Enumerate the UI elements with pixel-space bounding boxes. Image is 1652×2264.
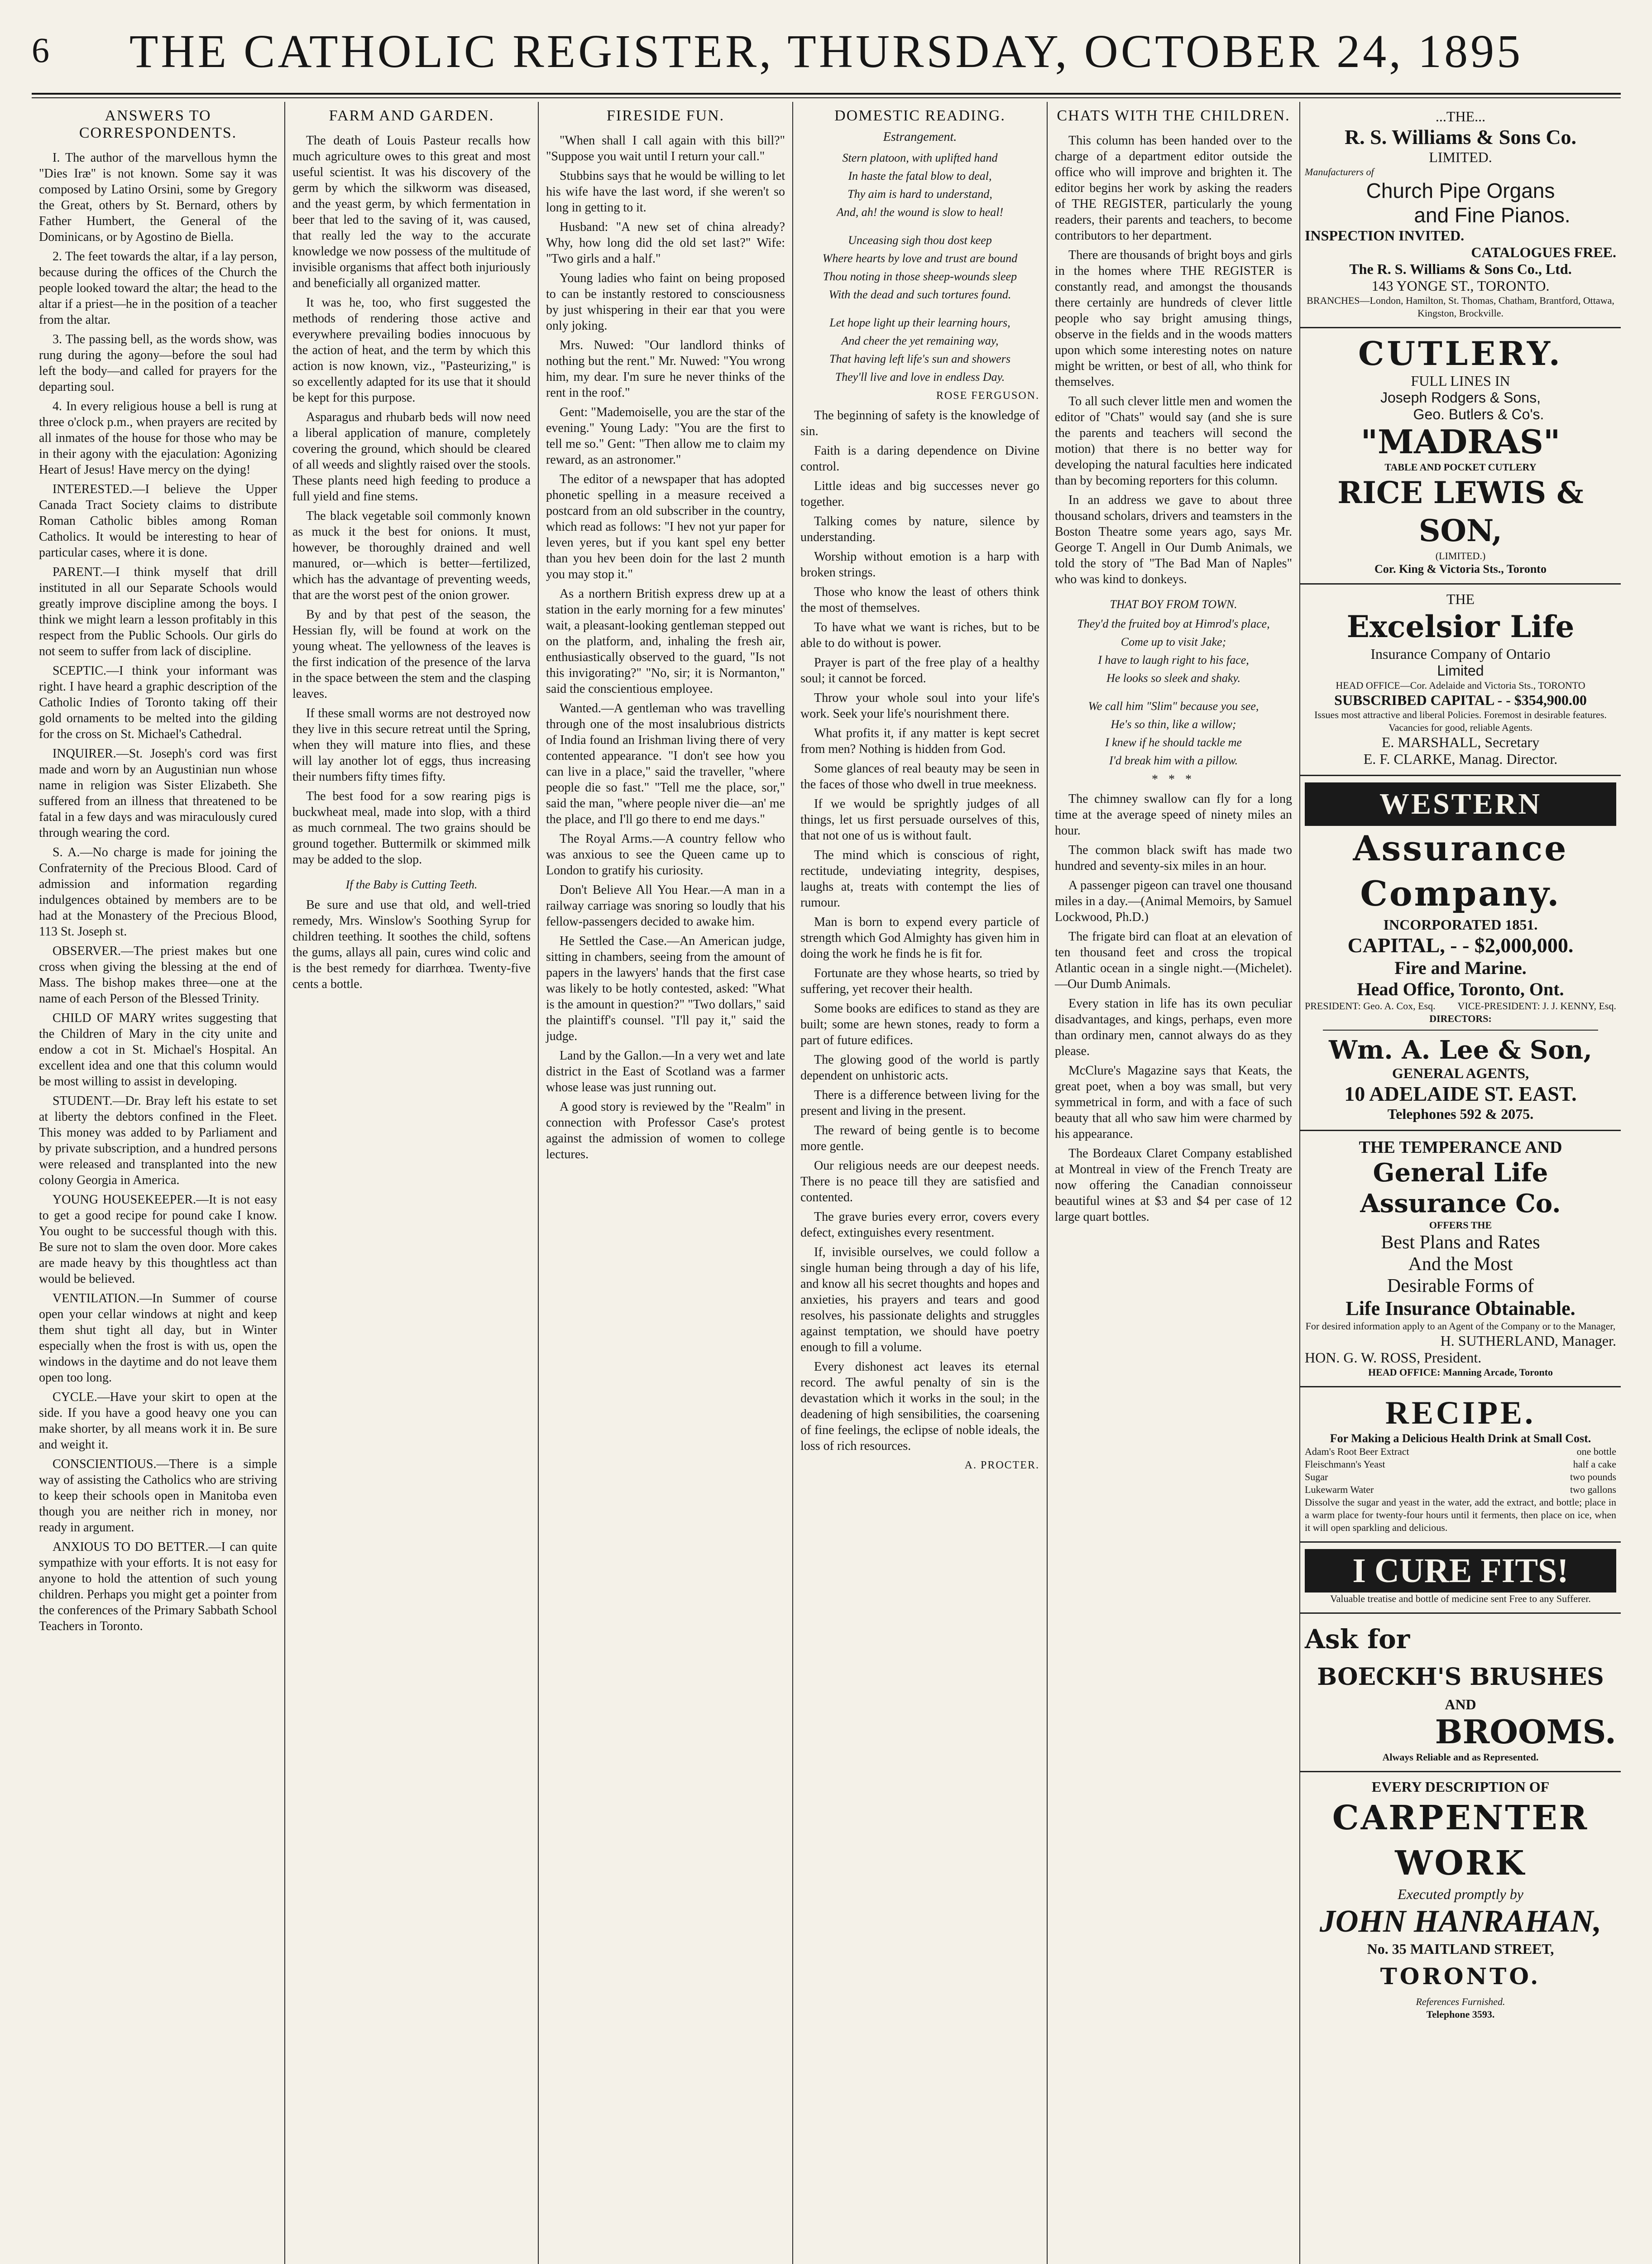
poem-line: He looks so sleek and shaky. — [1106, 672, 1241, 685]
article-paragraph: Some books are edifices to stand as they are built; some are hewn stones, ready to form a part of future edifices. — [800, 1002, 1039, 1047]
poem-line: Let hope light up their learning hours, — [829, 316, 1010, 329]
poem-line: They'll live and love in endless Day. — [835, 370, 1005, 384]
ad-text: HON. G. W. ROSS, President. — [1305, 1349, 1482, 1366]
article-paragraph: PARENT.—I think myself that drill instituted in all our Separate Schools would greatly improve discipline among the boys. I think we might learn a lesson profitably in this respect from the Public Schools. Our girls do not seem to suffer from lack of discipline. — [39, 565, 277, 658]
article-paragraph: 3. The passing bell, as the words show, was rung during the agony—before the soul had left the body—and called for prayers for the departing soul. — [39, 332, 277, 394]
ad-western-assurance — [1300, 776, 1621, 1131]
ad-rule — [1323, 1030, 1598, 1031]
ad-product: Church Pipe Organs — [1366, 179, 1555, 202]
article-paragraph: Young ladies who faint on being proposed to can be instantly restored to consciousness by just whispering in their ear that you were only joking. — [546, 271, 785, 333]
article-paragraph: The frigate bird can float at an elevation of ten thousand feet and cross the tropical Atlantic ocean in a single night.—(Michelet).—Our Dumb Animals. — [1055, 930, 1292, 991]
ingredient-name: Fleischmann's Yeast — [1305, 1458, 1385, 1470]
ad-text: TABLE AND POCKET CUTLERY — [1384, 461, 1537, 473]
teething-heading: If the Baby is Cutting Teeth. — [345, 878, 478, 891]
teething-text: Be sure and use that old, and well-tried remedy, Mrs. Winslow's Soothing Syrup for children teething. It soothes the child, softens the gums, allays all pain, cures wind colic and is the best remedy for diarrhœa. Twenty-five cents a bottle. — [292, 898, 531, 991]
recipe-ingredient — [1305, 1458, 1616, 1471]
ad-title: BROOMS. — [1435, 1712, 1616, 1751]
ad-company-name: The R. S. Williams & Sons Co., Ltd. — [1349, 261, 1572, 277]
ad-excelsior-life — [1300, 585, 1621, 776]
article-paragraph: Wanted.—A gentleman who was travelling through one of the most insalubrious districts of India found an Irishman living there of very contented appearance. "I don't see how you can live in a place," said the traveller, "where people die so fast." "Tell me the place, sor," said the man, "where people niver die—an' me the place, and I'll go there to end me days." — [546, 701, 785, 826]
article-paragraph: The reward of being gentle is to become more gentle. — [800, 1123, 1039, 1153]
ad-capital: SUBSCRIBED CAPITAL - - $354,900.00 — [1334, 692, 1587, 708]
ad-agent-name: Wm. A. Lee & Son, — [1329, 1035, 1592, 1065]
article-paragraph: 4. In every religious house a bell is rung at three o'clock p.m., when prayers are recited by all inmates of the house for those who may be in their agony with the ejaculation: Agonizing Heart of Jesus! Have mercy on the dying! — [39, 399, 277, 477]
ad-text: For desired information apply to an Agent of the Company or to the Manager, — [1305, 1320, 1616, 1332]
ingredient-name: Adam's Root Beer Extract — [1305, 1446, 1409, 1457]
column-heading: FIRESIDE FUN. — [606, 107, 725, 124]
poem-that-boy — [1055, 596, 1292, 787]
article-paragraph: A passenger pigeon can travel one thousand miles in a day.—(Animal Memoirs, by Samuel Lockwood, Ph.D.) — [1055, 878, 1292, 924]
ad-text: For Making a Delicious Health Drink at Small Cost. — [1330, 1432, 1591, 1445]
ad-text: E. MARSHALL, Secretary — [1381, 734, 1540, 750]
newspaper-title: THE CATHOLIC REGISTER, THURSDAY, OCTOBER 24, 1895 — [129, 25, 1523, 77]
ad-text: Insurance Company of Ontario — [1370, 646, 1551, 662]
ad-text: INSPECTION INVITED. — [1305, 227, 1465, 244]
column-heading: FARM AND GARDEN. — [329, 107, 494, 124]
recipe-ingredient — [1305, 1471, 1616, 1483]
ad-text: EVERY DESCRIPTION OF — [1371, 1779, 1550, 1795]
article-paragraph: "When shall I call again with this bill?" "Suppose you wait until I return your call." — [546, 134, 785, 163]
poem-signature-procter: A. PROCTER. — [964, 1459, 1039, 1471]
article-paragraph: INTERESTED.—I believe the Upper Canada Tract Society claims to distribute Roman Catholic bibles among Roman Catholics. It would be interesting to hear of particular cases, where it is done. — [39, 482, 277, 560]
article-paragraph: Some glances of real beauty may be seen in the faces of those who dwell in true meekness. — [800, 762, 1039, 791]
poem-line: I'd break him with a pillow. — [1109, 754, 1238, 767]
article-paragraph: Those who know the least of others think the most of themselves. — [800, 585, 1039, 615]
poem-signature: ROSE FERGUSON. — [936, 390, 1039, 402]
masthead-rule — [32, 93, 1621, 95]
ad-text: H. SUTHERLAND, Manager. — [1440, 1333, 1616, 1349]
ad-phone: Telephone 3593. — [1426, 2009, 1495, 2020]
article-paragraph: Stubbins says that he would be willing to let his wife have the last word, if she weren't so long in getting to it. — [546, 169, 785, 215]
ad-company-name: General Life Assurance Co. — [1360, 1158, 1561, 1218]
article-paragraph: The best food for a sow rearing pigs is buckwheat meal, made into slop, with a third as much cornmeal. The two grains should be ground together. Buttermilk or skimmed milk may be added to the slop. — [292, 789, 531, 867]
ad-company-name: Assurance Company. — [1353, 828, 1568, 914]
section-stars: * * * — [1152, 772, 1195, 787]
poem-title: THAT BOY FROM TOWN. — [1110, 598, 1237, 611]
article-paragraph: If, invisible ourselves, we could follow a single human being through a day of his life, and know all his secret thoughts and hopes and anxieties, his prayers and tears and good resolves, his passionate delights and struggles against temptation, we should have poetry enough to fill a volume. — [800, 1245, 1039, 1354]
poem-line: With the dead and such tortures found. — [828, 288, 1011, 301]
ad-boeckh-brushes — [1300, 1614, 1621, 1772]
article-paragraph: YOUNG HOUSEKEEPER.—It is not easy to get a good recipe for pound cake I know. You ought to be successful though with this. Be sure not to slam the oven door. More cakes are made heavy by this thoughtless act than would be believed. — [39, 1193, 277, 1286]
article-paragraph: The editor of a newspaper that has adopted phonetic spelling in a measure received a postcard from an old subscriber in the country, which read as follows: "I hev not yur paper for leven yeres, but if you kant spel eny better than you hev been doin for the last 2 munth you may stop it." — [546, 472, 785, 581]
ad-company-name: JOHN HANRAHAN, — [1319, 1904, 1602, 1939]
ad-address: No. 35 MAITLAND STREET, — [1367, 1941, 1554, 1957]
ad-address: Cor. King & Victoria Sts., Toronto — [1374, 562, 1547, 576]
recipe-ingredients — [1305, 1445, 1616, 1496]
ad-company-name: THE TEMPERANCE AND — [1359, 1138, 1562, 1157]
article-paragraph: McClure's Magazine says that Keats, the great poet, when a boy was small, but very symmetrical in form, and with a face of such beauty that all who saw him were charmed by his appearance. — [1055, 1064, 1292, 1141]
ad-williams-organs — [1300, 102, 1621, 328]
column-chats-with-children — [1048, 102, 1299, 2264]
article-paragraph: To all such clever little men and women the editor of "Chats" would say (and she is sure the parents and teachers will second the motion) that there is no better way for developing the natural faculties here indicated than by becoming reporters for this column. — [1055, 394, 1292, 488]
ad-temperance-general-life — [1300, 1131, 1621, 1387]
ad-text: AND — [1445, 1696, 1476, 1712]
ad-cure-fits — [1300, 1543, 1621, 1614]
ad-address: TORONTO. — [1380, 1963, 1541, 1990]
ad-text: Limited — [1437, 662, 1484, 679]
ad-text: Dissolve the sugar and yeast in the water, add the extract, and bottle; place in a warm place for twenty-four hours until it ferments, then place on ice, when it will open sparkling and delicious. — [1305, 1497, 1616, 1533]
article-paragraph: ANXIOUS TO DO BETTER.—I can quite sympathize with your efforts. It is not easy for anyone to hold the attention of such young children. Perhaps you might get a pointer from the conferences of the Primary Sabbath School Teachers in Toronto. — [39, 1540, 277, 1633]
poem-line: Stern platoon, with uplifted hand — [842, 151, 998, 164]
poem-line: I have to laugh right to his face, — [1098, 653, 1249, 667]
article-paragraph: CONSCIENTIOUS.—There is a simple way of assisting the Catholics who are striving to keep their schools open in Manitoba even though you are neither rich in money, nor ready in argument. — [39, 1457, 277, 1535]
poem-line: That having left life's sun and showers — [829, 352, 1010, 365]
ad-text: Fire and Marine. — [1394, 958, 1527, 978]
article-paragraph: Land by the Gallon.—In a very wet and late district in the East of Scotland was a farmer whose lease was just running out. — [546, 1049, 785, 1094]
ad-company-name: RICE LEWIS & SON, — [1337, 475, 1584, 548]
ad-title: CUTLERY. — [1358, 334, 1563, 373]
article-paragraph: INQUIRER.—St. Joseph's cord was first made and worn by an Augustinian nun whose name in religion was Sister Elizabeth. She suffered from an illness that threatened to be fatal in a few days and was miraculously cured through wearing the cord. — [39, 747, 277, 840]
article-paragraph: Little ideas and big successes never go together. — [800, 479, 1039, 509]
article-paragraph: Throw your whole soul into your life's work. Seek your life's nourishment there. — [800, 691, 1039, 721]
poem-line: Come up to visit Jake; — [1120, 635, 1226, 648]
ad-text: Ask for — [1305, 1624, 1410, 1655]
ad-cutlery — [1300, 328, 1621, 585]
article-paragraph: Every station in life has its own peculiar disadvantages, and kings, perhaps, even more than ordinary men, cannot always do as they please. — [1055, 997, 1292, 1058]
ad-recipe — [1300, 1387, 1621, 1543]
ad-title: RECIPE. — [1385, 1395, 1536, 1431]
article-paragraph: Husband: "A new set of china already? Why, how long did the old set last?" Wife: "Two girls and a half." — [546, 220, 785, 266]
column-farm-and-garden — [285, 102, 538, 2264]
ad-text: Head Office, Toronto, Ont. — [1357, 979, 1564, 999]
poem-line: We call him "Slim" because you see, — [1088, 700, 1259, 713]
article-paragraph: S. A.—No charge is made for joining the Confraternity of the Precious Blood. Card of admission and information regarding indulgences obtained by members are to be had at the Monastery of the Precious Blood, 113 St. Joseph st. — [39, 845, 277, 939]
article-paragraph: The death of Louis Pasteur recalls how much agriculture owes to this great and most useful scientist. It was his discovery of the germ by which the silkworm was diseased, and the yeast germ, by which fermentation in beer that led to the saving of it, was caused, that really led the way to the accurate knowledge we now possess of the multitude of invisible organisms that affect both injuriously and beneficially all organized matter. — [292, 134, 531, 290]
ad-address: 10 ADELAIDE ST. EAST. — [1344, 1082, 1577, 1105]
ad-company-name: BOECKH'S BRUSHES — [1317, 1663, 1604, 1691]
article-paragraph: A good story is reviewed by the "Realm" in connection with Professor Case's protest against the admission of women to college lectures. — [546, 1100, 785, 1161]
ad-carpenter-work — [1300, 1772, 1621, 2028]
article-paragraph: Don't Believe All You Hear.—A man in a railway carriage was snoring so loudly that his fellow-passengers decided to awake him. — [546, 883, 785, 929]
poem-line: Unceasing sigh thou dost keep — [848, 234, 992, 247]
article-paragraph: If these small worms are not destroyed now they live in this secure retreat until the Spring, when they will mature into flies, and these will lay another lot of eggs, thus increasing their numbers fifty times fifty. — [292, 706, 531, 784]
ad-address: 143 YONGE ST., TORONTO. — [1371, 278, 1550, 294]
ad-text: Joseph Rodgers & Sons, — [1380, 389, 1541, 406]
ad-text: Desirable Forms of — [1387, 1276, 1534, 1296]
ad-address: HEAD OFFICE—Cor. Adelaide and Victoria Sts., TORONTO — [1336, 680, 1585, 691]
column-domestic-reading — [793, 102, 1047, 2264]
ad-text: LIMITED. — [1429, 149, 1492, 165]
article-paragraph: In an address we gave to about three thousand scholars, drivers and teamsters in the Boston Theatre some years ago, says Mr. George T. Angell in Our Dumb Animals, we told the story of "The Bad Man of Naples" who was kind to donkeys. — [1055, 493, 1292, 586]
poem-line: I knew if he should tackle me — [1105, 736, 1242, 749]
ad-text: Life Insurance Obtainable. — [1346, 1297, 1575, 1319]
poem-estrangement — [800, 151, 1039, 404]
article-paragraph: If we would be sprightly judges of all things, let us first persuade ourselves of this, that not one of us is without fault. — [800, 797, 1039, 843]
article-paragraph: Gent: "Mademoiselle, you are the star of the evening." Young Lady: "You are the first to tell me so." Gent: "Then allow me to claim my reward, as an astronomer." — [546, 405, 785, 467]
ad-text: THE — [1446, 591, 1475, 607]
ad-text: And the Most — [1408, 1254, 1513, 1275]
article-paragraph: 2. The feet towards the altar, if a lay person, because during the offices of the Church the people looked toward the altar; the head to the altar if a priest—he in the position of a teacher from the altar. — [39, 249, 277, 327]
ingredient-amount: one bottle — [1576, 1446, 1616, 1457]
article-paragraph: The grave buries every error, covers every defect, extinguishes every resentment. — [800, 1210, 1039, 1240]
column-heading: CHATS WITH THE CHILDREN. — [1057, 107, 1290, 124]
article-paragraph: The Bordeaux Claret Company established at Montreal in view of the French Treaty are now offering the Canadian connoisseur beautiful wines at $3 and $4 per case of 12 large quart bottles. — [1055, 1146, 1292, 1224]
article-paragraph: SCEPTIC.—I think your informant was right. I have heard a graphic description of the Catholic Indies of Toronto taking off their gold ornaments to be melted into the gilding for the cross on St. Michael's Cathedral. — [39, 664, 277, 741]
column-heading: ANSWERS TO CORRESPONDENTS. — [79, 107, 237, 141]
article-paragraph: The mind which is conscious of right, rectitude, undeviating integrity, despises, laughs at, treats with contempt the lies of rumour. — [800, 848, 1039, 910]
article-paragraph: Worship without emotion is a harp with broken strings. — [800, 550, 1039, 580]
ad-officer: VICE-PRESIDENT: J. J. KENNY, Esq. — [1457, 1000, 1616, 1012]
ad-text: Best Plans and Rates — [1381, 1232, 1540, 1253]
article-paragraph: CHILD OF MARY writes suggesting that the Children of Mary in the city unite and endow a cot in St. Michael's Hospital. An excellent idea and one that this column would be most willing to assist in developing. — [39, 1011, 277, 1089]
column-answers-to-correspondents — [32, 102, 284, 2264]
teething-notice — [292, 877, 531, 992]
article-paragraph: Fortunate are they whose hearts, so tried by suffering, yet recover their health. — [800, 966, 1039, 996]
ad-text: OFFERS THE — [1429, 1219, 1492, 1231]
ad-text: References Furnished. — [1416, 1996, 1505, 2007]
ad-text: Always Reliable and as Represented. — [1382, 1751, 1539, 1763]
recipe-ingredient — [1305, 1445, 1616, 1458]
article-paragraph: The beginning of safety is the knowledge of sin. — [800, 408, 1039, 438]
ad-text: Geo. Butlers & Co's. — [1413, 406, 1544, 422]
poem-line — [800, 223, 1039, 230]
column-body-continued — [1055, 791, 1292, 1225]
article-paragraph: I. The author of the marvellous hymn the "Dies Iræ" is not known. Some say it was composed by Latino Orsini, some by Gregory the Great, others by St. Bernard, others by Father Humbert, the General of the Dominicans, or by Agostino de Biella. — [39, 151, 277, 244]
ad-text: INCORPORATED 1851. — [1383, 916, 1538, 933]
poem-line: They'd the fruited boy at Himrod's place, — [1077, 617, 1270, 630]
article-paragraph: He Settled the Case.—An American judge, sitting in chambers, seeing from the amount of papers in the lawyers' hands that the first case was likely to be hotly contested, asked: "What is the amount in question?" "Two dollars," said the plaintiff's counsel. "I'll pay it," said the judge. — [546, 934, 785, 1043]
page-number: 6 — [32, 30, 49, 70]
article-paragraph: The black vegetable soil commonly known as muck it the best for onions. It must, however, be thoroughly drained and well manured, or—which is better—fertilized, which has the advantage of preventing weeds, that are the worst pest of the onion grower. — [292, 509, 531, 602]
ad-title: "MADRAS" — [1360, 422, 1561, 461]
poem-line — [800, 306, 1039, 312]
poem-line: Thou noting in those sheep-wounds sleep — [823, 270, 1017, 283]
ad-title: I CURE FITS! — [1305, 1549, 1616, 1592]
poem-line: And cheer the yet remaining way, — [841, 334, 999, 347]
article-paragraph: The glowing good of the world is partly dependent on unhistoric acts. — [800, 1053, 1039, 1083]
ad-text: Issues most attractive and liberal Policies. Foremost in desirable features. Vacancies for good, reliable Agents. — [1314, 709, 1607, 733]
poem-line: And, ah! the wound is slow to heal! — [836, 206, 1004, 219]
ad-text: FULL LINES IN — [1411, 373, 1510, 389]
article-paragraph: VENTILATION.—In Summer of course open your cellar windows at night and keep them shut tight all day, but in Winter especially when the frost is with us, open the windows in the daytime and do not leave them open too long. — [39, 1291, 277, 1385]
ad-text: Valuable treatise and bottle of medicine sent Free to any Sufferer. — [1330, 1593, 1591, 1604]
article-paragraph: CYCLE.—Have your skirt to open at the side. If you have a good heavy one you can make shorter, by all means work it in. Be sure and weight it. — [39, 1390, 277, 1452]
article-paragraph: Faith is a daring dependence on Divine control. — [800, 444, 1039, 474]
article-paragraph: By and by that pest of the season, the Hessian fly, will be found at work on the young wheat. The yellowness of the leaves is the first indication of the presence of the larva in the space between the stem and the clasping leaves. — [292, 608, 531, 701]
article-paragraph: The chimney swallow can fly for a long time at the average speed of ninety miles an hour. — [1055, 792, 1292, 838]
article-paragraph: It was he, too, who first suggested the methods of rendering those active and everywhere prevailing bodies innocuous by the action of heat, and the term by which this action is now known, viz., "Pasteurizing," is so excellently adapted for its use that it should be kept for this purpose. — [292, 296, 531, 405]
poem-title: Estrangement. — [883, 130, 957, 144]
column-heading: DOMESTIC READING. — [834, 107, 1006, 124]
ad-text: GENERAL AGENTS, — [1392, 1065, 1529, 1081]
column-body — [292, 133, 531, 868]
ingredient-amount: two gallons — [1570, 1484, 1616, 1495]
column-body — [546, 133, 785, 1162]
column-body — [39, 150, 277, 1634]
masthead-rule-thin — [32, 97, 1621, 98]
ad-officer: PRESIDENT: Geo. A. Cox, Esq. — [1305, 1000, 1436, 1012]
ad-text: CATALOGUES FREE. — [1471, 244, 1616, 260]
article-paragraph: This column has been handed over to the charge of a department editor outside the office who will improve and brighten it. The editor begins her work by asking the readers of THE REGISTER, particularly the young readers, their parents and teachers, to become contributors to her department. — [1055, 134, 1292, 243]
article-paragraph: OBSERVER.—The priest makes but one cross when giving the blessing at the end of Mass. The bishop makes three—one at the name of each Person of the Blessed Trinity. — [39, 944, 277, 1006]
column-body — [800, 408, 1039, 1454]
ad-text: DIRECTORS: — [1429, 1013, 1492, 1024]
article-paragraph: The Royal Arms.—A country fellow who was anxious to see the Queen came up to London to gratify his curiosity. — [546, 832, 785, 878]
ad-text: BRANCHES—London, Hamilton, St. Thomas, Chatham, Brantford, Ottawa, Kingston, Brockville. — [1307, 295, 1614, 319]
article-paragraph: Asparagus and rhubarb beds will now need a liberal application of manure, completely covering the ground, which should be cleared of all weeds and slightly raised over the stools. These plants need high feeding to produce a full yield and fine stems. — [292, 410, 531, 504]
ingredient-amount: two pounds — [1570, 1471, 1616, 1482]
ad-text: Manufacturers of — [1305, 166, 1374, 177]
ad-phone: Telephones 592 & 2075. — [1387, 1106, 1534, 1122]
ad-text: ...THE... — [1435, 108, 1486, 125]
article-paragraph: There are thousands of bright boys and girls in the homes where THE REGISTER is constantly read, and amongst the thousands there certainly are hundreds of clever little people who say bright amusing things, observe in the fields and in the woods matters upon which some interesting notes on nature might be written, or best of all, who think for themselves. — [1055, 248, 1292, 389]
masthead — [32, 16, 1621, 75]
ingredient-amount: half a cake — [1573, 1458, 1616, 1470]
column-body — [1055, 133, 1292, 587]
advertisements-column — [1300, 102, 1621, 2264]
ad-product: and Fine Pianos. — [1414, 203, 1571, 227]
recipe-ingredient — [1305, 1483, 1616, 1496]
article-paragraph: The common black swift has made two hundred and seventy-six miles in an hour. — [1055, 843, 1292, 873]
article-paragraph: What profits it, if any matter is kept secret from men? Nothing is hidden from God. — [800, 726, 1039, 756]
ad-company-name: WESTERN — [1305, 782, 1616, 826]
ad-address: HEAD OFFICE: Manning Arcade, Toronto — [1368, 1367, 1553, 1378]
ad-company-name: Excelsior Life — [1346, 609, 1575, 644]
poem-line: Where hearts by love and trust are bound — [822, 252, 1018, 265]
column-fireside-fun — [539, 102, 792, 2264]
article-paragraph: Mrs. Nuwed: "Our landlord thinks of nothing but the rent." Mr. Nuwed: "You wrong him, my dear. I'm sure he never thinks of the rent in the roof." — [546, 338, 785, 400]
article-paragraph: Every dishonest act leaves its eternal record. The awful penalty of sin is the devastation which it works in the soul; in the deadening of high sensibilities, the coarsening of fine feelings, the eclipse of noble ideals, the loss of rich resources. — [800, 1360, 1039, 1453]
ad-title: CARPENTER WORK — [1332, 1799, 1589, 1883]
article-paragraph: As a northern British express drew up at a station in the early morning for a few minutes' wait, a pleasant-looking gentleman stepped out on the platform, and, inhaling the fresh air, enthusiastically observed to the guard, "Is not this invigorating?" "No, sir; it is Normanton," said the conscientious employee. — [546, 587, 785, 696]
article-paragraph: Our religious needs are our deepest needs. There is no peace till they are satisfied and contented. — [800, 1159, 1039, 1204]
ad-capital: CAPITAL, - - $2,000,000. — [1347, 934, 1574, 957]
ingredient-name: Sugar — [1305, 1471, 1328, 1482]
article-paragraph: Prayer is part of the free play of a healthy soul; it cannot be forced. — [800, 656, 1039, 686]
article-paragraph: To have what we want is riches, but to be able to do without is power. — [800, 620, 1039, 650]
article-paragraph: Talking comes by nature, silence by understanding. — [800, 514, 1039, 544]
article-paragraph: Man is born to expend every particle of strength which God Almighty has given him in doing the work he finds he is fit for. — [800, 915, 1039, 961]
article-paragraph: STUDENT.—Dr. Bray left his estate to set at liberty the debtors confined in the Fleet. This money was added to by Parliament and by private subscription, and a hundred persons were released and transplanted into the new colony Georgia in America. — [39, 1094, 277, 1187]
ingredient-name: Lukewarm Water — [1305, 1484, 1374, 1495]
ad-company-name: R. S. Williams & Sons Co. — [1344, 125, 1577, 149]
ad-text: E. F. CLARKE, Manag. Director. — [1363, 751, 1558, 767]
poem-line: He's so thin, like a willow; — [1111, 718, 1236, 731]
poem-line: Thy aim is hard to understand, — [848, 187, 992, 201]
poem-line: In haste the fatal blow to deal, — [848, 169, 992, 182]
article-paragraph: There is a difference between living for the present and living in the present. — [800, 1088, 1039, 1118]
ad-text: Executed promptly by — [1398, 1886, 1523, 1902]
ad-text: (LIMITED.) — [1435, 550, 1486, 561]
poem-line — [1055, 689, 1292, 696]
